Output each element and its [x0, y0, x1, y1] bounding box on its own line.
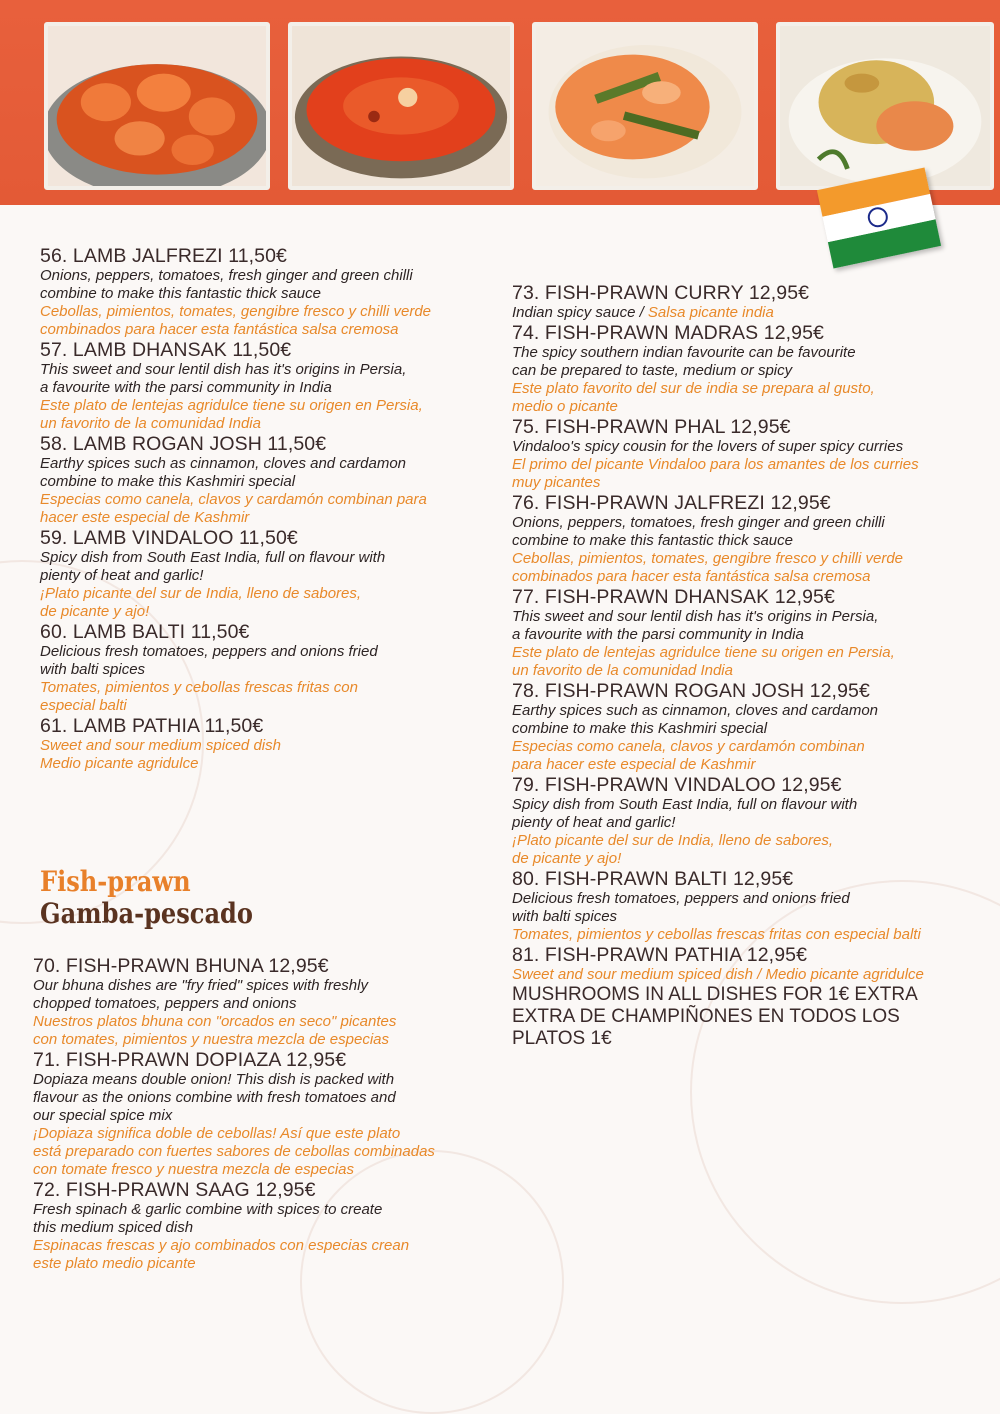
mushroom-note-line: EXTRA DE CHAMPIÑONES EN TODOS LOS [512, 1006, 900, 1027]
section-heading-es: Gamba-pescado [40, 897, 253, 930]
menu-item [512, 680, 982, 774]
menu-item [33, 1179, 503, 1273]
description-es: ¡Dopiaza significa doble de cebollas! Así que este plato [33, 1125, 401, 1142]
description-es: está preparado con fuertes sabores de cebollas combinadas [33, 1143, 435, 1160]
menu-item-title: 73. FISH-PRAWN CURRY 12,95€ [512, 282, 810, 304]
menu-item [33, 955, 503, 1049]
description-en: with balti spices [40, 661, 146, 678]
menu-item-title: 58. LAMB ROGAN JOSH 11,50€ [40, 433, 327, 455]
description-es: ¡Plato picante del sur de India, lleno de sabores, [40, 585, 362, 602]
description-es: Cebollas, pimientos, tomates, gengibre fresco y chilli verde [512, 550, 904, 567]
description-es: Medio picante agridulce [40, 755, 199, 772]
description-en: Indian spicy sauce / [512, 304, 648, 321]
menu-item [512, 944, 982, 984]
description-es: Este plato de lentejas agridulce tiene su origen en Persia, [512, 644, 895, 661]
menu-item [40, 621, 510, 715]
description-en: Spicy dish from South East India, full on flavour with [40, 549, 386, 566]
description-es: este plato medio picante [33, 1255, 196, 1272]
menu-item [33, 1049, 503, 1179]
mushroom-note [512, 984, 982, 1050]
menu-item-title: 60. LAMB BALTI 11,50€ [40, 621, 250, 643]
menu-item [512, 586, 982, 680]
menu-item [40, 527, 510, 621]
menu-item [512, 416, 982, 492]
fish-prawn-section-heading [40, 866, 340, 930]
left-fish-column [33, 955, 503, 1273]
menu-item [512, 282, 982, 322]
description-es: de picante y ajo! [512, 850, 622, 867]
menu-item-title: 75. FISH-PRAWN PHAL 12,95€ [512, 416, 791, 438]
description-en: This sweet and sour lentil dish has it's origins in Persia, [512, 608, 879, 625]
description-es: un favorito de la comunidad India [40, 415, 261, 432]
menu-item [512, 868, 982, 944]
description-es: Sweet and sour medium spiced dish / Medio picante agridulce [512, 966, 924, 983]
menu-item [40, 715, 510, 773]
description-en: Delicious fresh tomatoes, peppers and onions fried [40, 643, 378, 660]
menu-item-title: 74. FISH-PRAWN MADRAS 12,95€ [512, 322, 825, 344]
description-es: Tomates, pimientos y cebollas frescas fritas con especial balti [512, 926, 921, 943]
mushroom-note-line: PLATOS 1€ [512, 1028, 612, 1049]
right-menu-items [512, 322, 982, 984]
menu-item-description [512, 304, 982, 322]
description-es: un favorito de la comunidad India [512, 662, 733, 679]
description-es: muy picantes [512, 474, 601, 491]
description-es: Tomates, pimientos y cebollas frescas fritas con [40, 679, 358, 696]
description-es: con tomates, pimientos y nuestra mezcla de especias [33, 1031, 390, 1048]
menu-item-title: 79. FISH-PRAWN VINDALOO 12,95€ [512, 774, 842, 796]
menu-item-title: 56. LAMB JALFREZI 11,50€ [40, 245, 287, 267]
prawn-curry-photo [44, 22, 270, 190]
menu-item-title: 70. FISH-PRAWN BHUNA 12,95€ [33, 955, 329, 977]
description-en: a favourite with the parsi community in India [512, 626, 804, 643]
description-en: Dopiaza means double onion! This dish is packed with [33, 1071, 395, 1088]
description-en: The spicy southern indian favourite can be favourite [512, 344, 856, 361]
mushroom-note-line: MUSHROOMS IN ALL DISHES FOR 1€ EXTRA [512, 984, 918, 1005]
description-en: Our bhuna dishes are "fry fried" spices with freshly [33, 977, 368, 994]
menu-item [512, 774, 982, 868]
description-es: El primo del picante Vindaloo para los amantes de los curries [512, 456, 919, 473]
menu-item-title: 59. LAMB VINDALOO 11,50€ [40, 527, 298, 549]
description-en: our special spice mix [33, 1107, 173, 1124]
description-en: combine to make this Kashmiri special [40, 473, 296, 490]
menu-item-title: 71. FISH-PRAWN DOPIAZA 12,95€ [33, 1049, 347, 1071]
description-es: para hacer este especial de Kashmir [512, 756, 756, 773]
description-en: Onions, peppers, tomatoes, fresh ginger and green chilli [512, 514, 885, 531]
description-en: combine to make this fantastic thick sauce [40, 285, 321, 302]
description-en: Earthy spices such as cinnamon, cloves and cardamon [512, 702, 879, 719]
menu-item [512, 322, 982, 416]
right-menu-column [512, 282, 982, 1050]
stir-fry-photo [532, 22, 758, 190]
description-es: Sweet and sour medium spiced dish [40, 737, 281, 754]
menu-item-title: 57. LAMB DHANSAK 11,50€ [40, 339, 292, 361]
description-es: Cebollas, pimientos, tomates, gengibre fresco y chilli verde [40, 303, 432, 320]
menu-item-title: 76. FISH-PRAWN JALFREZI 12,95€ [512, 492, 831, 514]
description-en: chopped tomatoes, peppers and onions [33, 995, 297, 1012]
description-en: can be prepared to taste, medium or spicy [512, 362, 793, 379]
description-en: pienty of heat and garlic! [40, 567, 204, 584]
description-en: flavour as the onions combine with fresh tomatoes and [33, 1089, 396, 1106]
description-en: with balti spices [512, 908, 618, 925]
description-es: ¡Plato picante del sur de India, lleno de sabores, [512, 832, 834, 849]
description-es: especial balti [40, 697, 127, 714]
description-en: This sweet and sour lentil dish has it's origins in Persia, [40, 361, 407, 378]
description-en: combine to make this Kashmiri special [512, 720, 768, 737]
description-es: hacer este especial de Kashmir [40, 509, 250, 526]
description-en: Vindaloo's spicy cousin for the lovers of super spicy curries [512, 438, 904, 455]
menu-item-title: 81. FISH-PRAWN PATHIA 12,95€ [512, 944, 808, 966]
menu-item-title: 61. LAMB PATHIA 11,50€ [40, 715, 264, 737]
description-en: Earthy spices such as cinnamon, cloves and cardamon [40, 455, 407, 472]
section-heading-en: Fish-prawn [40, 865, 191, 898]
description-en: combine to make this fantastic thick sauce [512, 532, 793, 549]
description-en: Onions, peppers, tomatoes, fresh ginger and green chilli [40, 267, 413, 284]
description-es: Especias como canela, clavos y cardamón combinan para [40, 491, 427, 508]
menu-item [512, 492, 982, 586]
description-es: Especias como canela, clavos y cardamón combinan [512, 738, 865, 755]
description-en: pienty of heat and garlic! [512, 814, 676, 831]
menu-item-title: 77. FISH-PRAWN DHANSAK 12,95€ [512, 586, 835, 608]
description-en: Fresh spinach & garlic combine with spices to create [33, 1201, 383, 1218]
menu-item-title: 80. FISH-PRAWN BALTI 12,95€ [512, 868, 794, 890]
description-es: Este plato favorito del sur de india se prepara al gusto, [512, 380, 875, 397]
description-es: Nuestros platos bhuna con "orcados en seco" picantes [33, 1013, 397, 1030]
menu-item-title: 72. FISH-PRAWN SAAG 12,95€ [33, 1179, 316, 1201]
description-en: a favourite with the parsi community in India [40, 379, 332, 396]
menu-item [40, 433, 510, 527]
description-es: combinados para hacer esta fantástica salsa cremosa [40, 321, 399, 338]
description-es: con tomate fresco y nuestra mezcla de especias [33, 1161, 354, 1178]
description-es: combinados para hacer esta fantástica salsa cremosa [512, 568, 871, 585]
red-curry-photo [288, 22, 514, 190]
description-en: Delicious fresh tomatoes, peppers and onions fried [512, 890, 850, 907]
description-en: Spicy dish from South East India, full on flavour with [512, 796, 858, 813]
description-es: de picante y ajo! [40, 603, 150, 620]
left-menu-column [40, 245, 510, 773]
description-es: Este plato de lentejas agridulce tiene su origen en Persia, [40, 397, 423, 414]
description-en: this medium spiced dish [33, 1219, 194, 1236]
description-es: Espinacas frescas y ajo combinados con especias crean [33, 1237, 410, 1254]
rice-prawn-photo [776, 22, 994, 190]
description-es: Salsa picante india [647, 304, 774, 321]
menu-item [40, 339, 510, 433]
menu-item [40, 245, 510, 339]
menu-item-title: 78. FISH-PRAWN ROGAN JOSH 12,95€ [512, 680, 870, 702]
description-es: medio o picante [512, 398, 618, 415]
